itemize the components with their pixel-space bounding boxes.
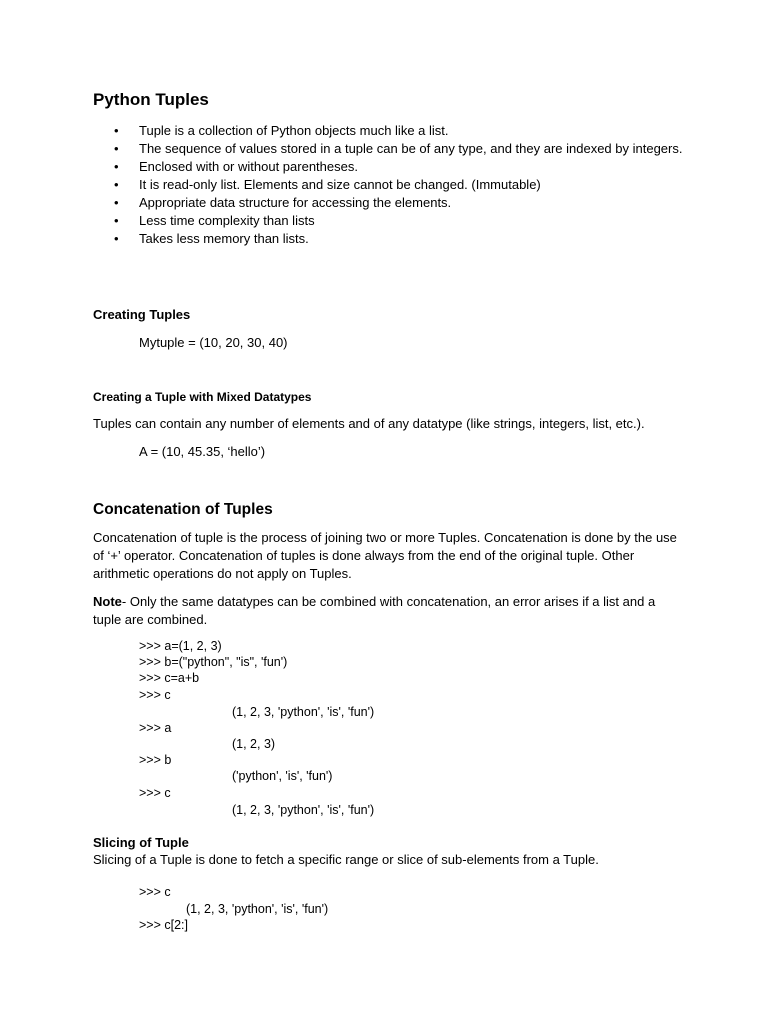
bullet-icon: • (114, 231, 119, 246)
code-line: >>> c (139, 688, 171, 702)
bullet-icon: • (114, 159, 119, 174)
code-line: >>> c (139, 885, 171, 899)
list-item: • Takes less memory than lists. (114, 231, 309, 246)
creating-tuples-example: Mytuple = (10, 20, 30, 40) (139, 335, 288, 350)
slicing-heading: Slicing of Tuple (93, 835, 189, 850)
bullet-icon: • (114, 141, 119, 156)
code-line: >>> b=("python", "is", 'fun') (139, 655, 288, 669)
concatenation-heading: Concatenation of Tuples (93, 501, 273, 518)
list-item: • It is read-only list. Elements and size cannot be changed. (Immutable) (114, 177, 541, 192)
code-line: >>> c=a+b (139, 671, 200, 685)
list-item: • Appropriate data structure for accessing the elements. (114, 195, 452, 210)
code-output: (1, 2, 3, 'python', 'is', 'fun') (232, 803, 375, 817)
list-item: • Tuple is a collection of Python objects much like a list. (114, 123, 449, 138)
code-line: >>> b (139, 753, 172, 767)
page-title: Python Tuples (93, 90, 209, 109)
code-line: >>> c[2:] (139, 918, 188, 932)
creating-tuples-heading: Creating Tuples (93, 307, 191, 322)
list-item: • Enclosed with or without parentheses. (114, 159, 358, 174)
bullet-icon: • (114, 195, 119, 210)
code-output: (1, 2, 3, 'python', 'is', 'fun') (232, 705, 375, 719)
code-output: (1, 2, 3, 'python', 'is', 'fun') (186, 902, 329, 916)
code-line: >>> a=(1, 2, 3) (139, 639, 222, 653)
bullet-icon: • (114, 123, 119, 138)
mixed-datatypes-heading: Creating a Tuple with Mixed Datatypes (93, 390, 312, 404)
code-output: ('python', 'is', 'fun') (232, 769, 333, 783)
concatenation-note (93, 593, 678, 629)
list-item: • Less time complexity than lists (114, 213, 315, 228)
bullet-icon: • (114, 177, 119, 192)
tuple-features-list (93, 122, 693, 248)
note-label: Note (93, 594, 122, 609)
code-line: >>> a (139, 721, 172, 735)
concatenation-text: Concatenation of tuple is the process of joining two or more Tuples. Concatenation is done by the use of ‘+’ operator. Concatenation of tuples is done always from the end of the original tuple. Other arithmetic operations do not apply on Tuples. (93, 530, 677, 581)
mixed-datatypes-example: A = (10, 45.35, ‘hello’) (139, 444, 266, 459)
note-text: - Only the same datatypes can be combined with concatenation, an error arises if a list and a tuple are combined. (93, 594, 656, 627)
code-line: >>> c (139, 786, 171, 800)
mixed-datatypes-text: Tuples can contain any number of elements and of any datatype (like strings, integers, list, etc.). (93, 416, 645, 431)
list-item: • The sequence of values stored in a tuple can be of any type, and they are indexed by integers. (114, 141, 683, 156)
bullet-icon: • (114, 213, 119, 228)
slicing-text: Slicing of a Tuple is done to fetch a specific range or slice of sub-elements from a Tuple. (93, 852, 599, 867)
code-output: (1, 2, 3) (232, 737, 276, 751)
